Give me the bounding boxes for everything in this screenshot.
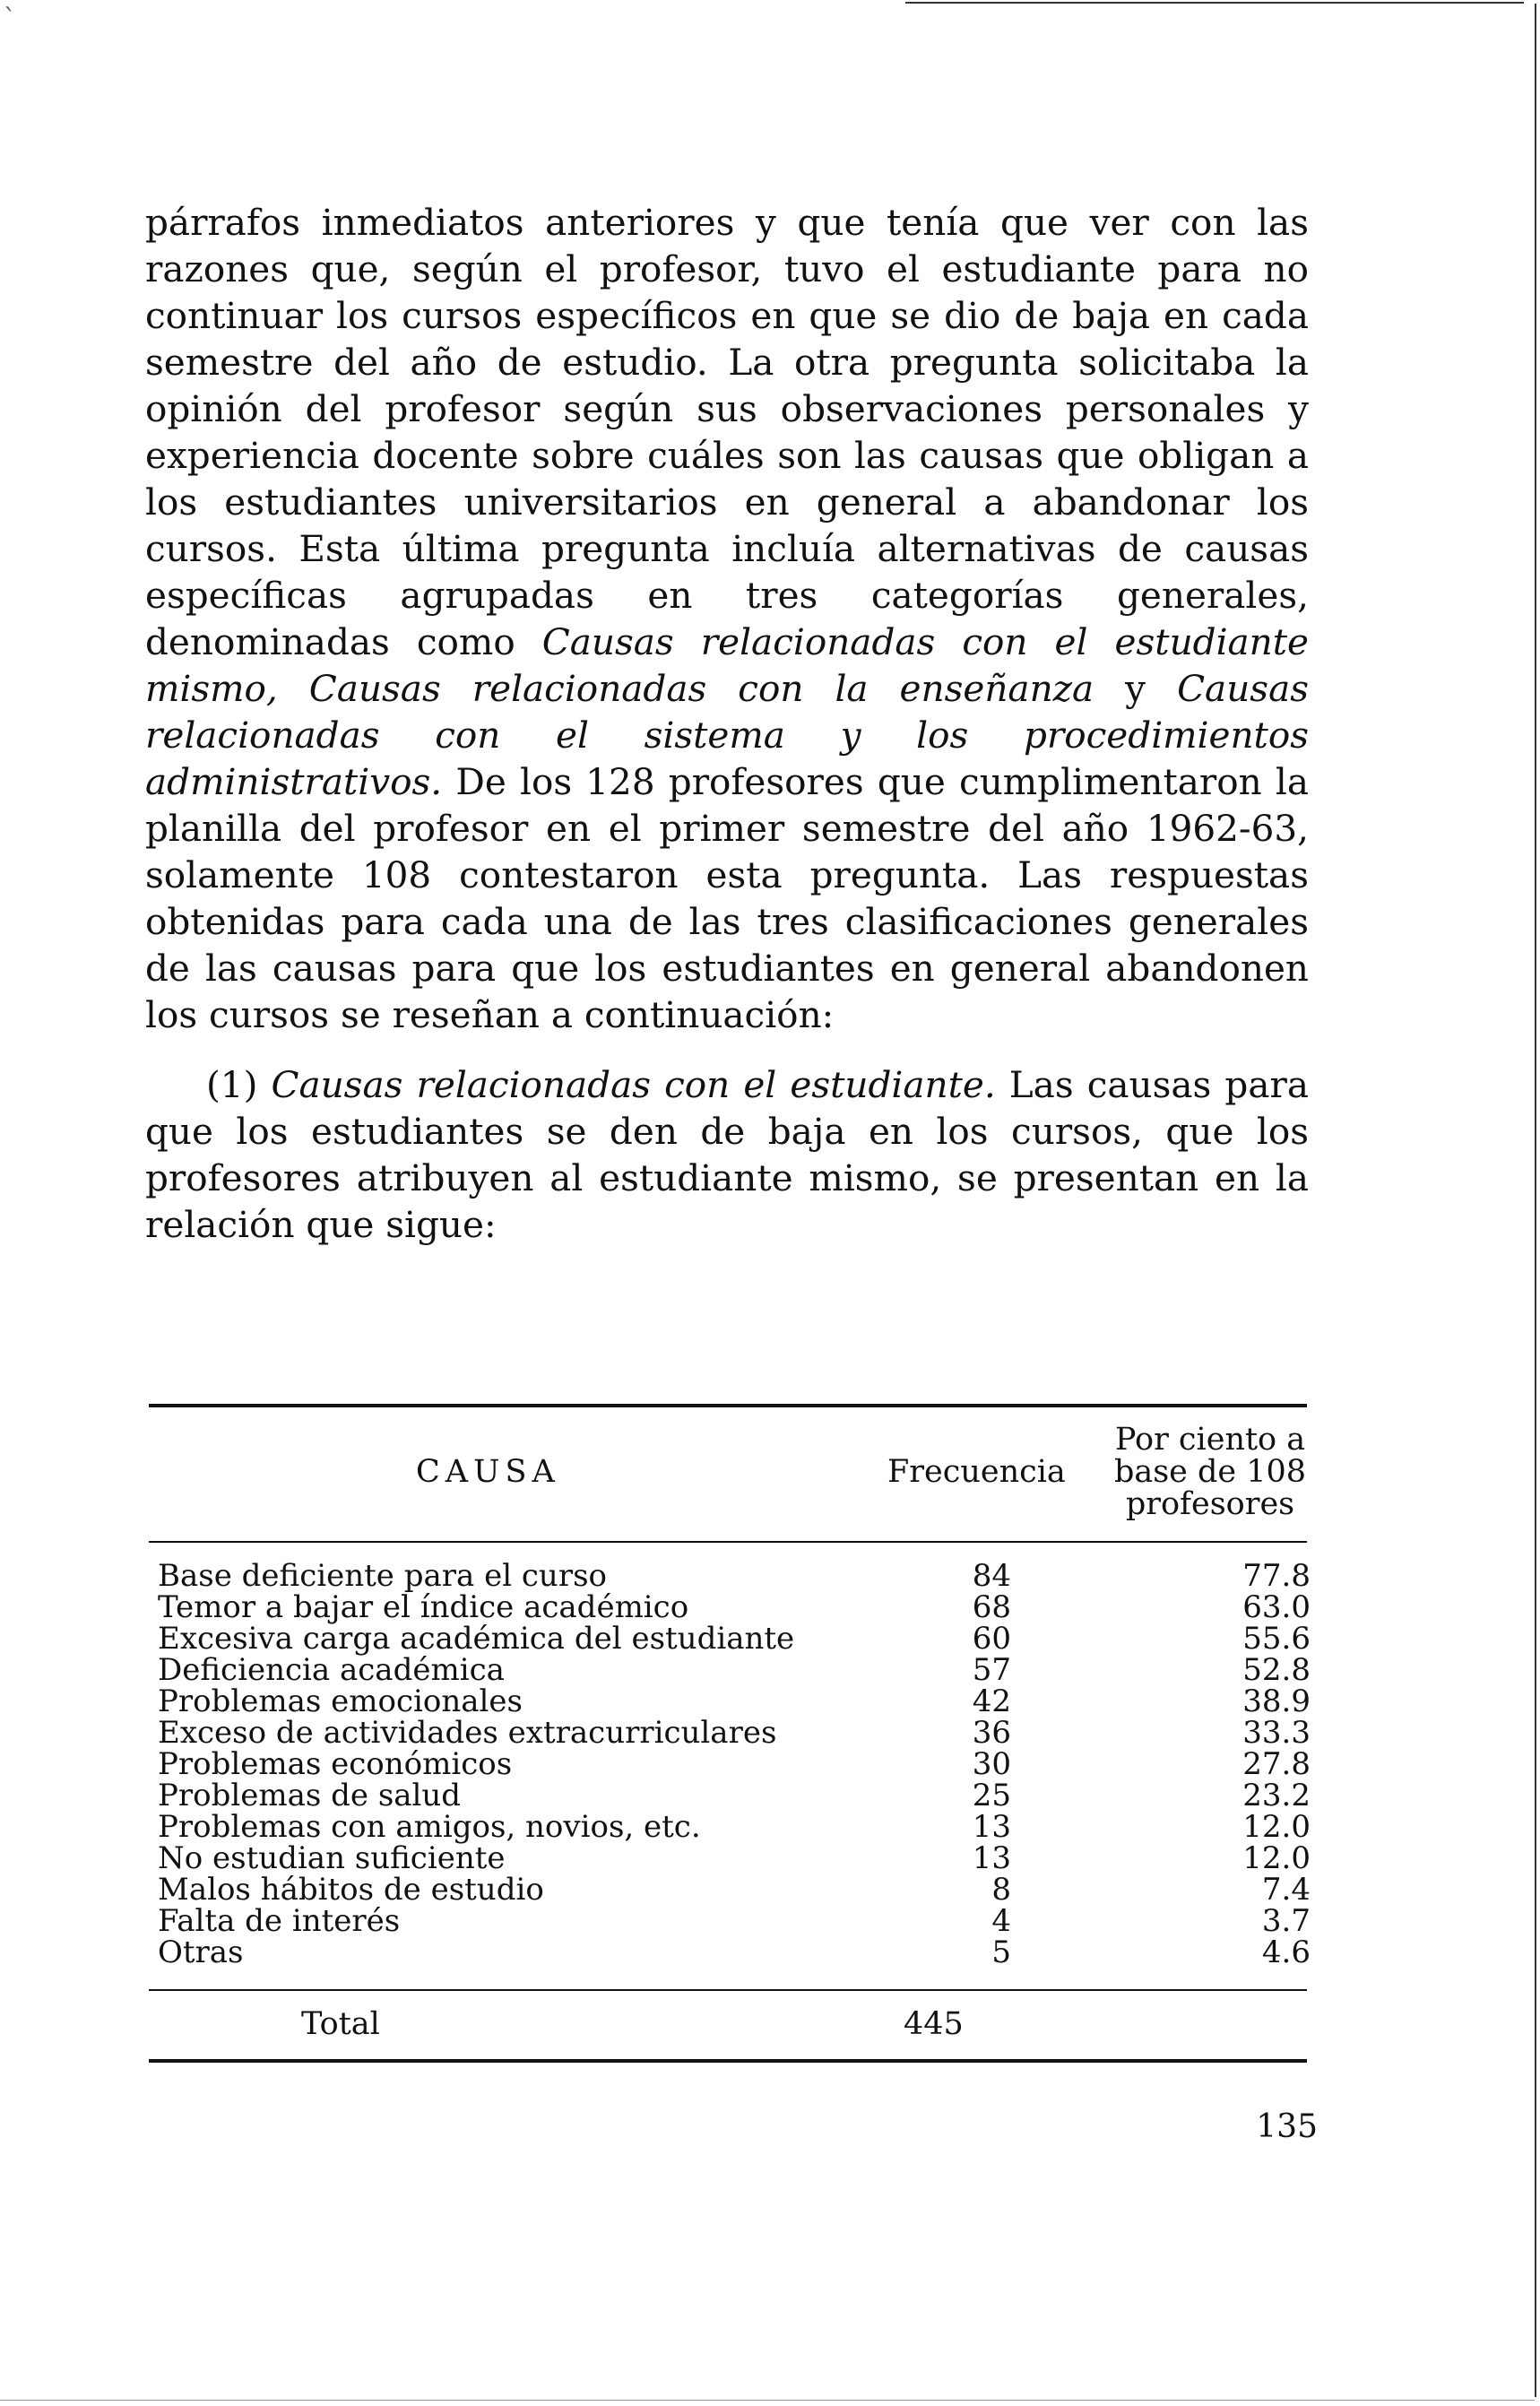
percent-cell: 52.8 [1242, 1652, 1311, 1688]
cause-cell: Otras [158, 1934, 244, 1970]
table-row [158, 1874, 1314, 1906]
section-number: (1) [206, 1063, 258, 1106]
percent-cell: 55.6 [1242, 1621, 1311, 1657]
table-row [158, 1683, 1314, 1719]
paragraph-1-segment: párrafos inmediatos anteriores y que tenía que ver con las razones que, según el profesor, tuvo el estudiante para no continuar los cursos específicos en que se dio de baja en cada semestre del año de estudio. La otra pregunta solicitaba la opinión del profesor según sus observaciones personales y experiencia docente sobre cuáles son las causas que obligan a los estudiantes universitarios en general a abandonar los cursos. Esta última pregunta incluía alternativas de causas específicas agrupadas en tres categorías generales, denominadas como [145, 201, 1309, 663]
table-row [158, 1746, 1314, 1782]
paragraph-2-text: Las causas para que los estudiantes se den de baja en los cursos, que los profesores atribuyen al estudiante mismo, se presentan en la relación que sigue: [145, 1063, 1309, 1246]
frequency-cell: 13 [972, 1809, 1011, 1845]
cause-cell: Problemas con amigos, novios, etc. [158, 1809, 701, 1845]
table-header-frequency: Frecuencia [887, 1454, 1066, 1490]
frequency-cell: 25 [972, 1778, 1011, 1813]
percent-cell: 3.7 [1261, 1903, 1311, 1939]
percent-cell: 77.8 [1242, 1558, 1311, 1594]
frequency-cell: 68 [972, 1589, 1011, 1625]
page-edge-bottom [0, 2400, 1535, 2401]
table-row [158, 1903, 1314, 1939]
table-header-percent-line: base de 108 [1113, 1454, 1307, 1490]
total-label: Total [301, 2006, 380, 2042]
percent-cell: 23.2 [1242, 1778, 1311, 1813]
frequency-cell: 5 [991, 1934, 1011, 1970]
table-row [158, 1589, 1314, 1625]
frequency-cell: 4 [991, 1903, 1011, 1939]
percent-cell: 27.8 [1242, 1746, 1311, 1782]
scan-corner-mark: ` [4, 4, 16, 33]
percent-cell: 63.0 [1242, 1589, 1311, 1625]
percent-cell: 38.9 [1242, 1683, 1311, 1719]
frequency-cell: 30 [972, 1746, 1011, 1782]
percent-cell: 33.3 [1242, 1715, 1311, 1751]
cause-cell: Falta de interés [158, 1903, 401, 1939]
page-edge-right [1535, 4, 1536, 2397]
table-body [158, 1558, 1314, 1970]
table-top-rule [149, 1404, 1307, 1407]
frequency-cell: 57 [972, 1652, 1011, 1688]
cause-cell: Problemas de salud [158, 1778, 462, 1813]
table-bottom-rule [149, 2059, 1307, 2063]
table-header-cause: CAUSA [416, 1454, 560, 1490]
frequency-cell: 8 [991, 1872, 1011, 1908]
table-header-percent [1104, 1424, 1316, 1520]
frequency-cell: 84 [972, 1558, 1011, 1594]
cause-cell: Exceso de actividades extracurriculares [158, 1715, 777, 1751]
percent-cell: 12.0 [1242, 1809, 1311, 1845]
cause-cell: No estudian suficiente [158, 1840, 506, 1876]
table-total-rule [149, 1989, 1307, 1991]
paragraph-1-segment: De los 128 profesores que cumplimentaron la planilla del profesor en el primer semestre del año 1962-63, solamente 108 contestaron esta pregunta. Las respuestas obtenidas para cada una de las tres clasificaciones generales de las causas para que los estudiantes en general abandonen los cursos se reseñan a continuación: [145, 760, 1309, 1036]
frequency-cell: 60 [972, 1621, 1011, 1657]
cause-cell: Problemas económicos [158, 1746, 513, 1782]
cause-cell: Deficiencia académica [158, 1652, 505, 1688]
cause-cell: Problemas emocionales [158, 1683, 523, 1719]
paragraph-1-italic-segment: Causas relacionadas con el sistema y los procedimientos administrativos. [145, 667, 1309, 803]
cause-cell: Malos hábitos de estudio [158, 1872, 544, 1908]
table-header-percent-line: Por ciento a [1114, 1422, 1306, 1458]
frequency-cell: 13 [972, 1840, 1011, 1876]
cause-cell: Excesiva carga académica del estudiante [158, 1621, 795, 1657]
paragraph-1-segment: y [1094, 667, 1178, 710]
frequency-cell: 42 [972, 1683, 1011, 1719]
body-paragraph-2 [145, 1061, 1309, 1248]
table-row [158, 1623, 1314, 1655]
frequency-cell: 36 [972, 1715, 1011, 1751]
section-italic-lead: Causas relacionadas con el estudiante. [271, 1063, 996, 1106]
cause-cell: Base deficiente para el curso [158, 1558, 608, 1594]
cause-cell: Temor a bajar el índice académico [158, 1589, 689, 1625]
paragraph-1-italic-segment: Causas relacionadas con el estudiante mismo, Causas relacionadas con la enseñanza [145, 620, 1309, 710]
table-row [158, 1809, 1314, 1845]
table-row [158, 1934, 1314, 1970]
table-row [158, 1652, 1314, 1688]
percent-cell: 4.6 [1261, 1934, 1311, 1970]
table-row [158, 1558, 1314, 1594]
table-row [158, 1840, 1314, 1876]
body-paragraph-1 [145, 199, 1309, 1038]
percent-cell: 7.4 [1261, 1872, 1311, 1908]
page-edge-top [905, 2, 1524, 4]
table-header-percent-line: profesores [1125, 1486, 1295, 1522]
total-value: 445 [904, 2006, 964, 2042]
page-number: 135 [1256, 2108, 1318, 2145]
percent-cell: 12.0 [1242, 1840, 1311, 1876]
table-row [158, 1715, 1314, 1751]
table-header-rule [149, 1541, 1307, 1543]
table-row [158, 1780, 1314, 1812]
